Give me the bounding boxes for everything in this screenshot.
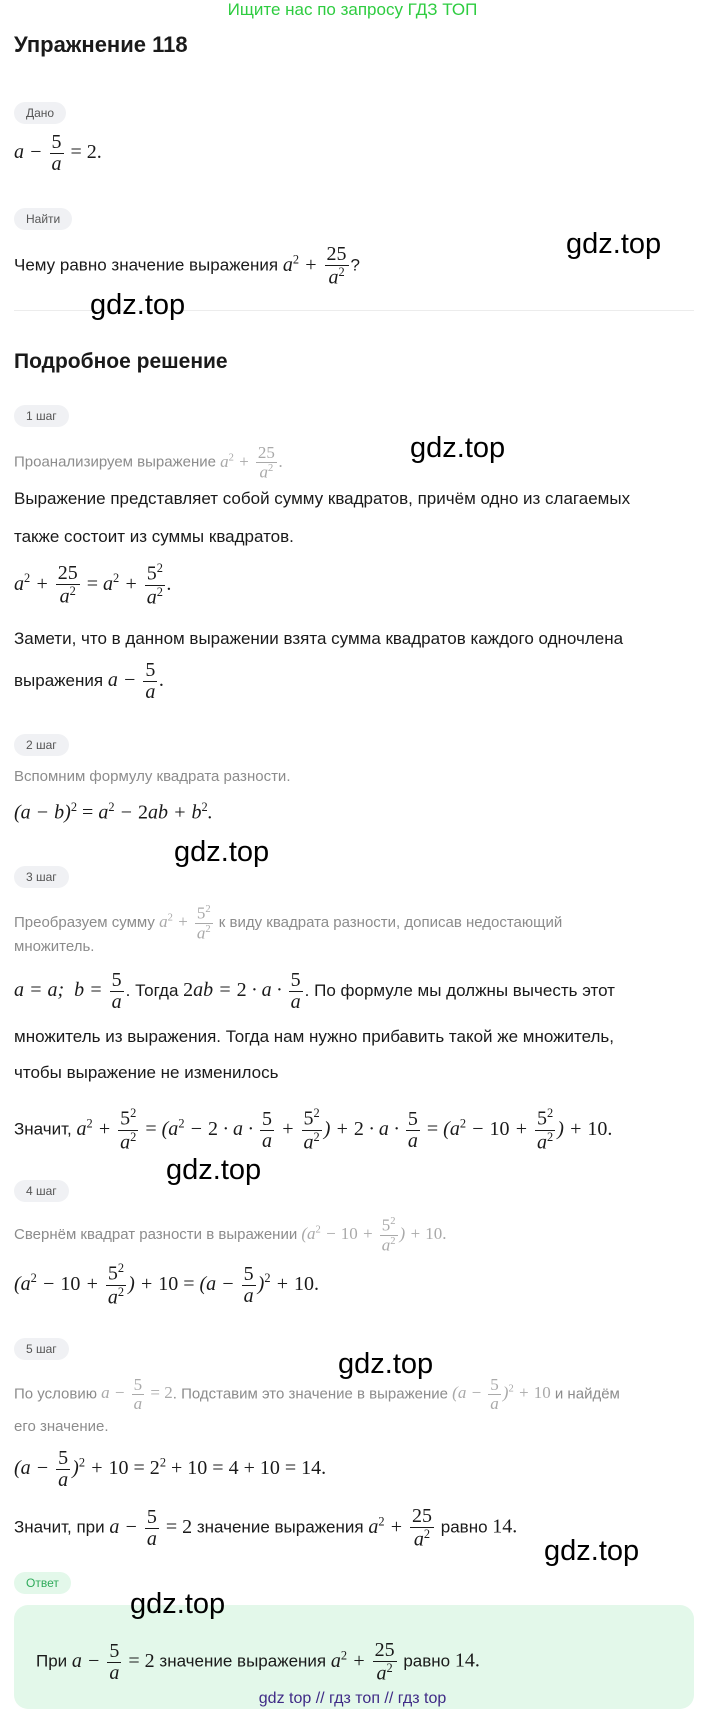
watermark: gdz.top [166,1154,262,1186]
step-1-equation: $a^2$ + $\frac{25}{a^2}$ = $a^2$ + $\frac{5^2}{a^2}$ . [14,561,172,609]
step-1-text-1: Выражение представляет собой сумму квадратов, причём одно из слагаемых [14,489,631,508]
watermark: gdz.top [410,432,506,464]
step-1-intro: Проанализируем выражение $a^2$ + $\frac{25}{a^2}$ . [14,443,284,482]
step-5-badge: 5 шаг [14,1338,69,1360]
step-1-text-3: Замети, что в данном выражении взята сумма квадратов каждого одночлена [14,629,624,648]
solution-title: Подробное решение [14,350,228,373]
given-badge: Дано [14,102,66,124]
step-2-formula: $(a - b)^2 = a^2 - 2ab + b^2$. [14,800,213,824]
step-1-text-4: выражения a − $\frac{5}{a}$ . [14,659,165,703]
step-3-text-3: чтобы выражение не изменилось [14,1063,279,1082]
step-1-badge: 1 шаг [14,405,69,427]
watermark: gdz.top [174,836,270,868]
given-equation: a − $\frac{5}{a}$ = 2. [14,131,102,175]
watermark: gdz.top [566,228,662,260]
answer-text: При a − $\frac{5}{a}$ = 2 значение выражения $a^2$ + $\frac{25}{a^2}$ равно 14. [36,1638,480,1685]
footer-links[interactable]: gdz top // гдз топ // гдз top [258,1690,447,1707]
step-4-intro: Свернём квадрат разности в выражении ($a^2 - 10$ + $\frac{5^2}{a^2}$ ) + 10. [14,1215,447,1255]
step-2-intro: Вспомним формулу квадрата разности. [14,768,291,785]
step-1-text-2: также состоит из суммы квадратов. [14,527,294,546]
watermark: gdz.top [130,1588,226,1620]
answer-badge: Ответ [14,1572,71,1594]
step-3-intro-cont: множитель. [14,938,95,955]
step-4-equation: ($a^2 - 10$ + $\frac{5^2}{a^2}$ ) + 10 = (a − $\frac{5}{a}$ )$^2$ + 10. [14,1261,320,1309]
step-4-badge: 4 шаг [14,1180,69,1202]
watermark: gdz.top [544,1535,640,1567]
step-3-text-2: множитель из выражения. Тогда нам нужно прибавить такой же множитель, [14,1027,614,1046]
step-2-badge: 2 шаг [14,734,69,756]
step-5-equation: (a − $\frac{5}{a}$ )$^2 + 10 = 2^2 + 10 = 4 + 10 = 14$. [14,1447,327,1491]
step-5-intro-cont: его значение. [14,1418,109,1435]
page-title: Упражнение 118 [14,32,188,57]
step-3-intro: Преобразуем сумму $a^2$ + $\frac{5^2}{a^2}$ к виду квадрата разности, дописав недостающий [14,903,563,943]
search-banner: Ищите нас по запросу ГДЗ ТОП [227,0,478,19]
step-3-badge: 3 шаг [14,866,69,888]
find-badge: Найти [14,208,72,230]
step-5-intro: По условию a − $\frac{5}{a}$ = 2. Подставим это значение в выражение (a − $\frac{5}{a}$ )$^2$ + 10 и найдём [14,1375,620,1413]
step-3-text-1: a = a; b = $\frac{5}{a}$ . Тогда 2ab = 2 · a · $\frac{5}{a}$ . По формуле мы должны вычесть этот [14,969,615,1013]
watermark: gdz.top [90,289,186,321]
find-question: Чему равно значение выражения $a^2$ + $\frac{25}{a^2}$ ? [14,242,361,289]
step-3-equation: Значит, $a^2$ + $\frac{5^2}{a^2}$ = ($a^2 - 2 \cdot a$ · $\frac{5}{a}$ + $\frac{5^2}{a^2}$ ) + 2 · a · $\frac{5}{a}$ = ($a^2 - 10$ + $\frac{5^2}{a^2}$ ) + 10. [14,1105,613,1154]
watermark: gdz.top [338,1348,434,1380]
step-5-conclusion: Значит, при a − $\frac{5}{a}$ = 2 значение выражения $a^2$ + $\frac{25}{a^2}$ равно 14. [14,1504,518,1551]
